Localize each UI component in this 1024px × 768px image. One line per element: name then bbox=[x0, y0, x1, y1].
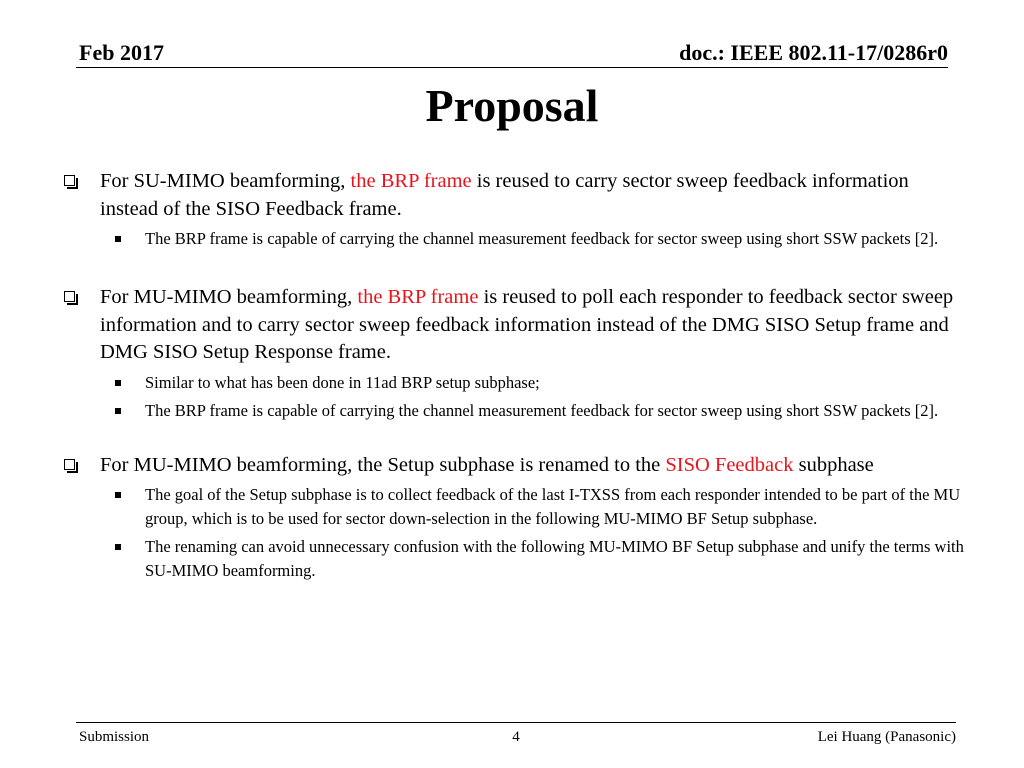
bullet-text-before: For MU-MIMO beamforming, bbox=[100, 286, 358, 308]
checkbox-bullet-icon bbox=[64, 459, 75, 470]
slide-title: Proposal bbox=[425, 80, 599, 131]
footer-submission: Submission bbox=[79, 729, 150, 745]
sub-bullet bbox=[61, 483, 971, 531]
header-date: Feb 2017 bbox=[79, 40, 164, 65]
bullet-highlight: SISO Feedback bbox=[665, 453, 794, 476]
square-bullet-icon bbox=[115, 236, 121, 242]
bullet-text-before: For MU-MIMO beamforming, the Setup subphase is renamed to the bbox=[100, 453, 666, 476]
bullet-highlight: the BRP frame bbox=[350, 170, 472, 192]
slide-content bbox=[61, 168, 971, 583]
sub-bullet-text: The BRP frame is capable of carrying the channel measurement feedback for sector sweep using short SSW packets [2]. bbox=[145, 229, 939, 248]
square-bullet-icon bbox=[115, 408, 121, 414]
bullet-mu-mimo-brp bbox=[61, 284, 971, 367]
bullet-text-after: is reused to carry sector sweep feedback information instead of the SISO Feedback frame. bbox=[100, 170, 909, 220]
square-bullet-icon bbox=[115, 492, 121, 498]
bullet-su-mimo bbox=[61, 168, 971, 223]
sub-bullet-text: The goal of the Setup subphase is to collect feedback of the last I-TXSS from each responder intended to be part of the MU group, which is to be used for sector down-selection in the following MU-MIMO BF Setup subphase. bbox=[145, 485, 961, 528]
bullet-mu-mimo-setup bbox=[61, 452, 971, 480]
sub-bullet bbox=[61, 399, 971, 423]
sub-bullet-text: The BRP frame is capable of carrying the channel measurement feedback for sector sweep using short SSW packets [2]. bbox=[145, 400, 939, 420]
bullet-highlight: the BRP frame bbox=[357, 286, 479, 308]
sub-bullet bbox=[61, 535, 971, 583]
sub-bullet bbox=[61, 371, 971, 395]
header-doc-id: doc.: IEEE 802.11-17/0286r0 bbox=[679, 40, 948, 65]
footer-divider bbox=[76, 722, 956, 723]
sub-bullet bbox=[61, 227, 971, 251]
square-bullet-icon bbox=[115, 380, 121, 386]
sub-bullet-text: The renaming can avoid unnecessary confusion with the following MU-MIMO BF Setup subphase and unify the terms with SU-MIMO beamforming. bbox=[145, 537, 964, 580]
checkbox-bullet-icon bbox=[64, 291, 75, 302]
footer-page-number: 4 bbox=[512, 729, 520, 745]
bullet-text-after: is reused to poll each responder to feedback sector sweep information and to carry sector sweep feedback information instead of the DMG SISO Setup frame and DMG SISO Setup Response frame. bbox=[100, 286, 954, 363]
checkbox-bullet-icon bbox=[64, 175, 75, 186]
bullet-text-before: For SU-MIMO beamforming, bbox=[100, 170, 351, 192]
header-divider bbox=[76, 67, 948, 68]
square-bullet-icon bbox=[115, 544, 121, 550]
sub-bullet-text: Similar to what has been done in 11ad BRP setup subphase; bbox=[145, 372, 540, 392]
bullet-text-after: subphase bbox=[793, 453, 874, 476]
footer-author: Lei Huang (Panasonic) bbox=[817, 729, 956, 745]
